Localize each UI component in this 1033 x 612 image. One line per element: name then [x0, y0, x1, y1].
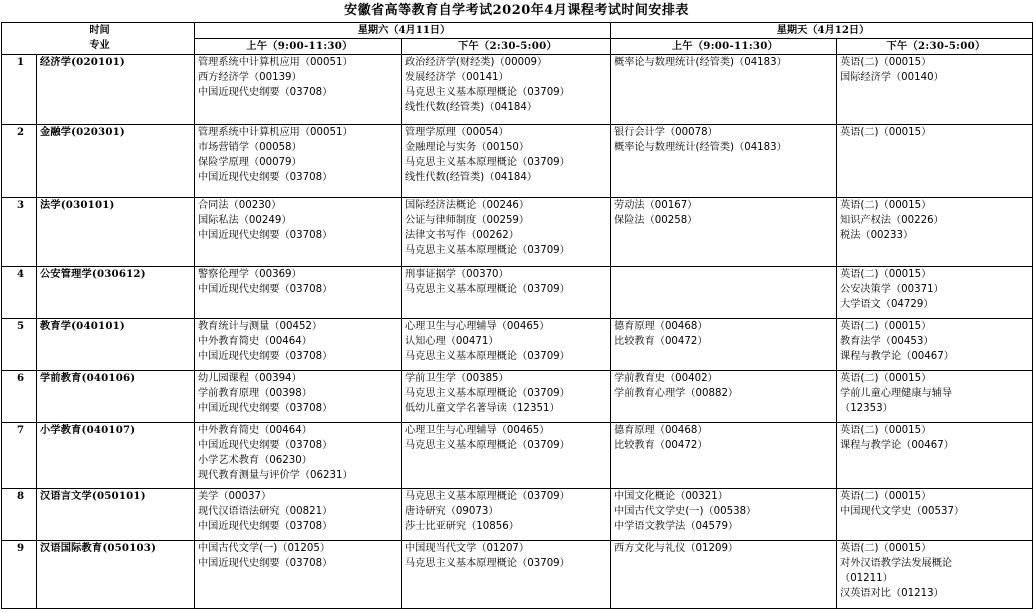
row-index: 9: [2, 541, 37, 609]
course-entry: 西方文化与礼仪（01209）: [614, 543, 739, 554]
course-entry: 英语(二)（00015）: [840, 543, 932, 554]
course-entry: 马克思主义基本原理概论（03709）: [405, 440, 570, 451]
course-entry: 中国近现代史纲要（03708）: [198, 351, 333, 362]
table-row: [2, 55, 1033, 125]
course-entry: 保险学原理（00079）: [198, 157, 302, 168]
course-entry: 法律文书写作（00262）: [405, 230, 519, 241]
course-cell-sat-morning: [195, 489, 402, 541]
course-entry: 国际经济法概论（00246）: [405, 200, 530, 211]
course-entry: 概率论与数理统计(经管类)（04183）: [614, 57, 787, 68]
course-entry: 中学语文教学法（04579）: [614, 521, 739, 532]
table-row: [2, 489, 1033, 541]
course-cell-sat-morning: [195, 541, 402, 609]
course-cell-sat-morning: [195, 371, 402, 423]
document-title: 安徽省高等教育自学考试2020年4月课程考试时间安排表: [344, 3, 689, 18]
major-name: 汉语国际教育(050103): [37, 541, 195, 609]
slot-sat-morning: 上午（9:00-11:30）: [195, 39, 402, 55]
course-cell-sun-morning: [611, 55, 837, 125]
major-name: 经济学(020101): [37, 55, 195, 125]
course-cell-sun-afternoon: [837, 125, 1033, 198]
course-entry: 比较教育（00472）: [614, 336, 708, 347]
course-entry: 马克思主义基本原理概论（03709）: [405, 388, 570, 399]
major-name: 法学(030101): [37, 198, 195, 267]
course-cell-sat-afternoon: [402, 267, 611, 319]
course-entry: 中国近现代史纲要（03708）: [198, 87, 333, 98]
course-entry: 低幼儿童文学名著导读（12351）: [405, 403, 560, 414]
course-entry: 学前儿童心理健康与辅导: [840, 388, 953, 399]
table-row: [2, 125, 1033, 198]
course-cell-sun-afternoon: [837, 198, 1033, 267]
slot-sun-afternoon: 下午（2:30-5:00）: [837, 39, 1033, 55]
course-entry: 学前教育心理学（00882）: [614, 388, 739, 399]
course-entry: 中国近现代史纲要（03708）: [198, 230, 333, 241]
course-entry: 警察伦理学（00369）: [198, 269, 302, 280]
day-saturday-header: 星期六（4月11日）: [195, 23, 611, 39]
course-entry: 概率论与数理统计(经管类)（04183）: [614, 142, 787, 153]
course-entry: 国际经济学（00140）: [840, 72, 944, 83]
course-cell-sun-morning: [611, 371, 837, 423]
course-entry: 发展经济学（00141）: [405, 72, 509, 83]
course-cell-sat-morning: [195, 423, 402, 489]
course-cell-sat-afternoon: [402, 125, 611, 198]
course-cell-sat-morning: [195, 55, 402, 125]
course-cell-sat-morning: [195, 125, 402, 198]
exam-schedule-table: [1, 22, 1033, 609]
course-entry: 中国近现代史纲要（03708）: [198, 403, 333, 414]
row-index: 4: [2, 267, 37, 319]
course-entry: 马克思主义基本原理概论（03709）: [405, 245, 570, 256]
course-entry: 学前教育原理（00398）: [198, 388, 312, 399]
course-entry: 心理卫生与心理辅导（00465）: [405, 425, 550, 436]
course-entry: 英语(二)（00015）: [840, 200, 932, 211]
course-entry: 中国古代文学(一)（01205）: [198, 543, 331, 554]
header-row-days: [2, 23, 1033, 39]
course-entry: 比较教育（00472）: [614, 440, 708, 451]
course-entry: 中国近现代史纲要（03708）: [198, 521, 333, 532]
row-index: 8: [2, 489, 37, 541]
course-entry: 课程与教学论（00467）: [840, 351, 954, 362]
day-sunday-header: 星期天（4月12日）: [611, 23, 1033, 39]
course-entry: 合同法（00230）: [198, 200, 282, 211]
course-entry: 英语(二)（00015）: [840, 127, 932, 138]
row-index: 6: [2, 371, 37, 423]
course-entry: 美学（00037）: [198, 491, 272, 502]
course-entry: 马克思主义基本原理概论（03709）: [405, 87, 570, 98]
course-entry: 马克思主义基本原理概论（03709）: [405, 351, 570, 362]
row-index: 5: [2, 319, 37, 371]
course-cell-sun-afternoon: [837, 541, 1033, 609]
course-cell-sat-afternoon: [402, 541, 611, 609]
course-cell-sun-afternoon: [837, 267, 1033, 319]
course-entry: 唐诗研究（09073）: [405, 506, 499, 517]
course-entry: 幼儿园课程（00394）: [198, 373, 302, 384]
course-entry: 英语(二)（00015）: [840, 269, 932, 280]
course-cell-sat-afternoon: [402, 423, 611, 489]
corner-major-label: 专业: [89, 39, 110, 51]
row-index: 1: [2, 55, 37, 125]
course-cell-sun-afternoon: [837, 371, 1033, 423]
course-cell-sat-morning: [195, 198, 402, 267]
course-entry: 心理卫生与心理辅导（00465）: [405, 321, 550, 332]
course-cell-sat-afternoon: [402, 489, 611, 541]
course-cell-sat-morning: [195, 319, 402, 371]
major-name: 汉语言文学(050101): [37, 489, 195, 541]
course-entry: 保险法（00258）: [614, 215, 698, 226]
course-entry: 认知心理（00471）: [405, 336, 499, 347]
course-entry: 中国近现代史纲要（03708）: [198, 172, 333, 183]
table-row: [2, 371, 1033, 423]
course-entry: 中国现当代文学（01207）: [405, 543, 530, 554]
course-entry: 汉英语对比（01213）: [840, 588, 944, 599]
major-name: 小学教育(040107): [37, 423, 195, 489]
course-entry: 德育原理（00468）: [614, 425, 708, 436]
course-cell-sun-morning: [611, 319, 837, 371]
course-entry: 英语(二)（00015）: [840, 491, 932, 502]
course-entry: 现代汉语语法研究（00821）: [198, 506, 333, 517]
table-row: [2, 319, 1033, 371]
course-cell-sat-afternoon: [402, 198, 611, 267]
course-entry: 马克思主义基本原理概论（03709）: [405, 157, 570, 168]
time-major-corner: [2, 23, 195, 55]
course-entry: 英语(二)（00015）: [840, 425, 932, 436]
course-entry: 线性代数(经管类)（04184）: [405, 172, 538, 183]
course-entry: 中国文化概论（00321）: [614, 491, 728, 502]
course-cell-sun-afternoon: [837, 319, 1033, 371]
row-index: 2: [2, 125, 37, 198]
course-cell-sun-morning: [611, 267, 837, 319]
course-entry: 马克思主义基本原理概论（03709）: [405, 284, 570, 295]
table-row: [2, 541, 1033, 609]
course-entry: 线性代数(经管类)（04184）: [405, 102, 538, 113]
course-entry: （12353）: [840, 403, 893, 414]
table-row: [2, 423, 1033, 489]
course-entry: 公安决策学（00371）: [840, 284, 944, 295]
corner-time-label: 时间: [89, 24, 110, 36]
major-name: 公安管理学(030612): [37, 267, 195, 319]
course-entry: 马克思主义基本原理概论（03709）: [405, 491, 570, 502]
major-name: 金融学(020301): [37, 125, 195, 198]
course-entry: 中外教育简史（00464）: [198, 336, 312, 347]
course-cell-sun-afternoon: [837, 55, 1033, 125]
course-cell-sun-morning: [611, 541, 837, 609]
course-entry: 管理系统中计算机应用（00051）: [198, 127, 353, 138]
row-index: 3: [2, 198, 37, 267]
course-entry: 学前教育史（00402）: [614, 373, 718, 384]
course-entry: 中国近现代史纲要（03708）: [198, 558, 333, 569]
course-entry: 知识产权法（00226）: [840, 215, 944, 226]
course-entry: 中国近现代史纲要（03708）: [198, 284, 333, 295]
course-entry: 管理系统中计算机应用（00051）: [198, 57, 353, 68]
course-entry: 银行会计学（00078）: [614, 127, 718, 138]
course-entry: 税法（00233）: [840, 230, 914, 241]
course-entry: （01211）: [840, 573, 893, 584]
course-entry: 市场营销学（00058）: [198, 142, 302, 153]
course-entry: 小学艺术教育（06230）: [198, 455, 312, 466]
major-name: 学前教育(040106): [37, 371, 195, 423]
course-entry: 英语(二)（00015）: [840, 373, 932, 384]
course-cell-sat-afternoon: [402, 55, 611, 125]
slot-sun-morning: 上午（9:00-11:30）: [611, 39, 837, 55]
course-entry: 政治经济学(财经类)（00009）: [405, 57, 548, 68]
course-entry: 学前卫生学（00385）: [405, 373, 509, 384]
course-entry: 西方经济学（00139）: [198, 72, 302, 83]
course-entry: 刑事证据学（00370）: [405, 269, 509, 280]
course-entry: 德育原理（00468）: [614, 321, 708, 332]
table-row: [2, 198, 1033, 267]
course-entry: 中外教育简史（00464）: [198, 425, 312, 436]
course-entry: 现代教育测量与评价学（06231）: [198, 470, 353, 481]
course-entry: 金融理论与实务（00150）: [405, 142, 530, 153]
course-entry: 马克思主义基本原理概论（03709）: [405, 558, 570, 569]
course-cell-sat-afternoon: [402, 371, 611, 423]
course-entry: 英语(二)（00015）: [840, 57, 932, 68]
major-name: 教育学(040101): [37, 319, 195, 371]
course-entry: 管理学原理（00054）: [405, 127, 509, 138]
course-cell-sun-afternoon: [837, 423, 1033, 489]
course-cell-sun-afternoon: [837, 489, 1033, 541]
course-cell-sun-morning: [611, 489, 837, 541]
course-cell-sun-morning: [611, 198, 837, 267]
course-entry: 中国近现代史纲要（03708）: [198, 440, 333, 451]
row-index: 7: [2, 423, 37, 489]
course-entry: 大学语文（04729）: [840, 299, 934, 310]
course-entry: 中国古代文学史(一)（00538）: [614, 506, 757, 517]
course-entry: 教育统计与测量（00452）: [198, 321, 323, 332]
course-entry: 课程与教学论（00467）: [840, 440, 954, 451]
course-entry: 英语(二)（00015）: [840, 321, 932, 332]
course-entry: 劳动法（00167）: [614, 200, 698, 211]
course-entry: 教育法学（00453）: [840, 336, 934, 347]
course-entry: 对外汉语教学法发展概论: [840, 558, 953, 569]
course-cell-sat-morning: [195, 267, 402, 319]
course-entry: 公证与律师制度（00259）: [405, 215, 530, 226]
course-cell-sun-morning: [611, 125, 837, 198]
course-entry: 国际私法（00249）: [198, 215, 292, 226]
course-cell-sat-afternoon: [402, 319, 611, 371]
course-entry: 中国现代文学史（00537）: [840, 506, 965, 517]
course-entry: 莎士比亚研究（10856）: [405, 521, 519, 532]
course-cell-sun-morning: [611, 423, 837, 489]
slot-sat-afternoon: 下午（2:30-5:00）: [402, 39, 611, 55]
table-row: [2, 267, 1033, 319]
